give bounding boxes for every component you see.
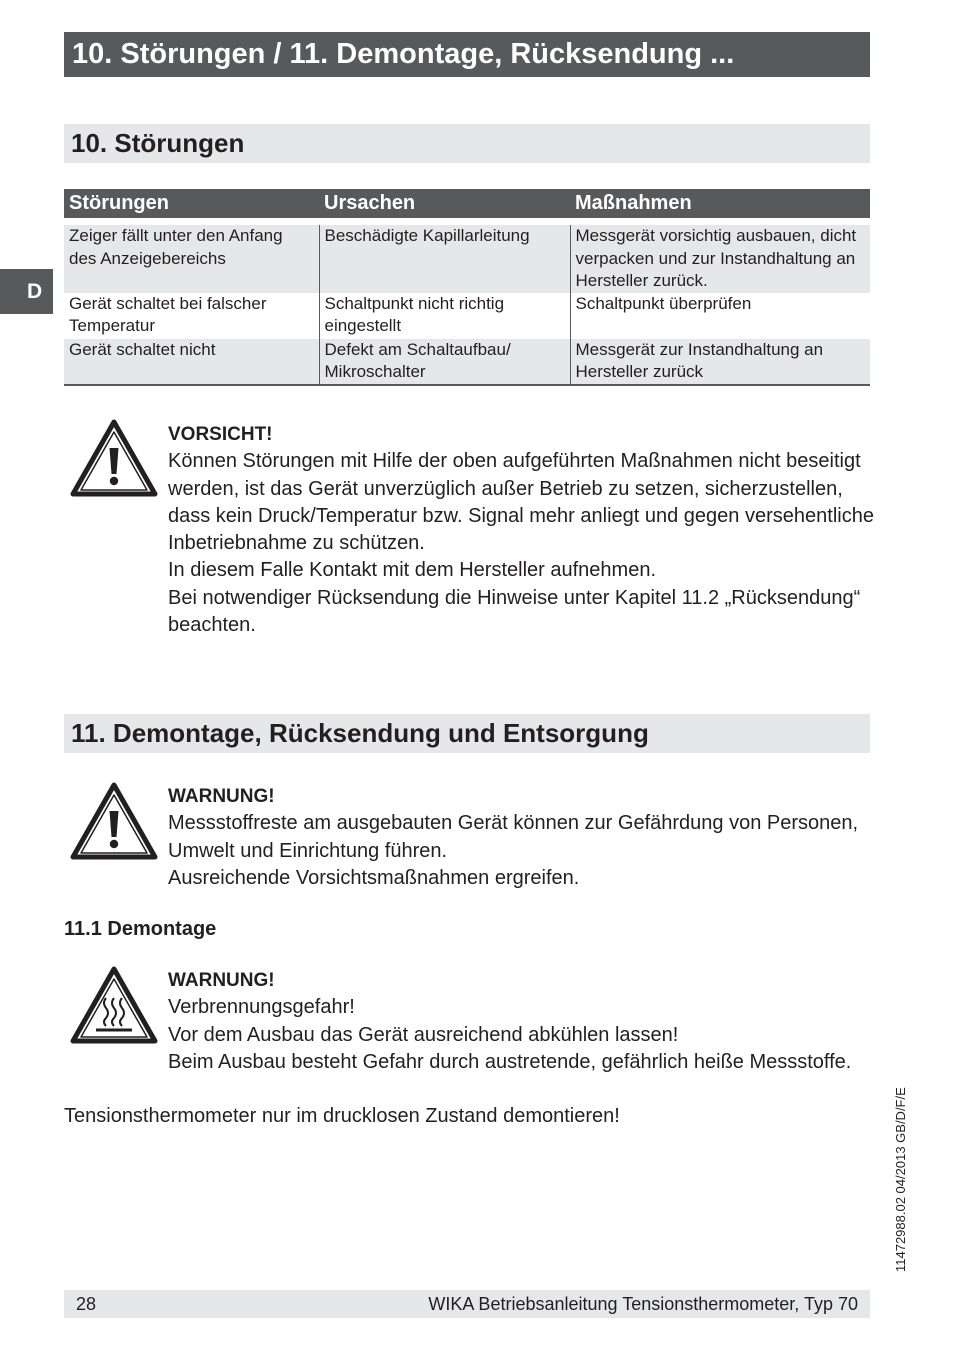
table-row — [64, 293, 870, 339]
caution-text: In diesem Falle Kontakt mit dem Hersteller aufnehmen. — [168, 559, 656, 582]
table-cell: Gerät schaltet nicht — [64, 339, 319, 385]
warning-text: Verbrennungsgefahr! — [168, 996, 355, 1019]
column-header: Ursachen — [319, 189, 570, 222]
subsection-heading: 11.1 Demontage — [64, 918, 217, 940]
document-code: 11472988.02 04/2013 GB/D/F/E — [893, 1087, 908, 1272]
warning-text: Messstoffreste am ausgebauten Gerät können zur Gefährdung von Personen, Umwelt und Einrichtung führen. — [168, 812, 859, 862]
caution-text: Können Störungen mit Hilfe der oben aufgeführten Maßnahmen nicht beseitigt werden, ist das Gerät unverzüglich außer Betrieb zu setzen, sicherzustellen, dass kein Druck/Temperatur bzw. Signal mehr anliegt und gegen versehentliche Inbetriebnahme zu schützen. — [168, 450, 874, 555]
table-cell: Schaltpunkt nicht richtig eingestellt — [319, 293, 570, 339]
table-cell: Defekt am Schaltaufbau/ Mikroschalter — [319, 339, 570, 385]
footer-title: WIKA Betriebsanleitung Tensionsthermometer, Typ 70 — [428, 1294, 858, 1314]
table-cell: Gerät schaltet bei falscher Temperatur — [69, 293, 267, 335]
troubleshooting-table — [64, 189, 870, 386]
warning-text: Vor dem Ausbau das Gerät ausreichend abkühlen lassen! — [168, 1023, 679, 1046]
section-heading-10: 10. Störungen — [64, 124, 870, 163]
page-footer — [64, 1290, 870, 1318]
table-cell: Messgerät zur Instandhaltung an Hersteller zurück — [570, 339, 870, 385]
table-cell: Schaltpunkt überprüfen — [570, 293, 870, 339]
warning-label: WARNUNG! — [168, 786, 275, 807]
warning-label: WARNUNG! — [168, 970, 275, 991]
page-header: 10. Störungen / 11. Demontage, Rücksendung ... — [64, 32, 870, 77]
table-header-row — [64, 189, 870, 222]
table-cell: Beschädigte Kapillarleitung — [319, 222, 570, 293]
language-tab: D — [0, 269, 53, 314]
hot-surface-icon — [70, 966, 158, 1049]
column-header: Maßnahmen — [570, 189, 870, 222]
table-row — [64, 222, 870, 293]
table-cell: Messgerät vorsichtig ausbauen, dicht verpacken und zur Instandhaltung an Hersteller zurück. — [570, 222, 870, 293]
warning-triangle-icon — [70, 419, 158, 502]
caution-text: Bei notwendiger Rücksendung die Hinweise unter Kapitel 11.2 „Rücksendung“ beachten. — [168, 586, 861, 637]
warning-text: Ausreichende Vorsichtsmaßnahmen ergreifen. — [168, 866, 580, 889]
warning-text: Beim Ausbau besteht Gefahr durch austretende, gefährlich heiße Messstoffe. — [168, 1050, 852, 1073]
column-header: Störungen — [64, 189, 319, 222]
table-cell: Zeiger fällt unter den Anfang des Anzeigebereichs — [64, 222, 319, 293]
warning-triangle-icon — [70, 782, 158, 865]
section-heading-11: 11. Demontage, Rücksendung und Entsorgung — [64, 714, 870, 753]
table-row — [64, 339, 870, 385]
demontage-note: Tensionsthermometer nur im drucklosen Zustand demontieren! — [64, 1105, 620, 1127]
page-number: 28 — [76, 1294, 97, 1314]
caution-label: VORSICHT! — [168, 424, 273, 445]
